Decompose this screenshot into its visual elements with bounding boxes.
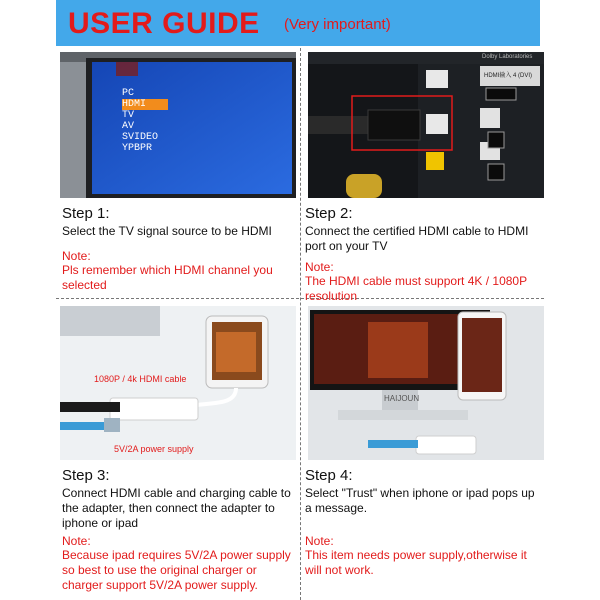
step-3-section — [62, 467, 298, 593]
tv-back-panel-photo — [308, 52, 544, 198]
step-3-body: Connect HDMI cable and charging cable to the adapter, then connect the adapter to iphone or ipad — [62, 486, 291, 530]
step-1-note: Pls remember which HDMI channel you selected — [62, 263, 273, 292]
step-4-section — [305, 467, 541, 578]
menu-item-tv: TV — [122, 110, 135, 121]
step-2-body: Connect the certified HDMI cable to HDMI port on your TV — [305, 224, 529, 253]
guide-subtitle: (Very important) — [284, 16, 391, 33]
step-4-note-label: Note: — [305, 534, 334, 548]
step-3-title: Step 3: — [62, 467, 110, 484]
vertical-divider — [300, 48, 301, 600]
step-1-note-label: Note: — [62, 249, 91, 263]
menu-item-hdmi: HDMI — [122, 99, 168, 110]
menu-item-pc: PC — [122, 88, 135, 99]
power-supply-label: 5V/2A power supply — [114, 444, 194, 454]
guide-title: USER GUIDE — [68, 7, 260, 40]
step-3-note: Because ipad requires 5V/2A power supply so best to use the original charger or charger support 5V/2A power supply. — [62, 548, 291, 592]
step-3-note-label: Note: — [62, 534, 91, 548]
tv-source-menu — [122, 88, 172, 154]
step-1-body: Select the TV signal source to be HDMI — [62, 224, 272, 238]
menu-item-svideo: SVIDEO — [122, 132, 159, 143]
monitor-illustration — [308, 306, 544, 460]
step-1-title: Step 1: — [62, 205, 110, 222]
step-4-note: This item needs power supply,otherwise it will not work. — [305, 548, 527, 577]
step-2-note-label: Note: — [305, 260, 334, 274]
step-2-note: The HDMI cable must support 4K / 1080P resolution — [305, 274, 527, 303]
step-4-body: Select "Trust" when iphone or ipad pops up a message. — [305, 486, 535, 515]
adapter-connection-photo — [60, 306, 296, 460]
brand-strip-label: Dolby Laboratories — [482, 54, 533, 60]
tv-source-photo — [60, 52, 296, 198]
guide-header — [56, 0, 540, 46]
menu-item-av: AV — [122, 121, 135, 132]
monitor-brand-label: HAIJOUN — [384, 394, 420, 403]
menu-item-ypbpr: YPBPR — [122, 143, 153, 154]
monitor-mirroring-photo — [308, 306, 544, 460]
step-4-title: Step 4: — [305, 467, 353, 484]
step-2-title: Step 2: — [305, 205, 353, 222]
hdmi-cable-label: 1080P / 4k HDMI cable — [94, 374, 187, 384]
step-2-section — [305, 205, 541, 304]
tv-screen-illustration — [60, 52, 296, 198]
step-1-section — [62, 205, 298, 293]
port-label-top: HDMI输入 4 (DVI) — [484, 73, 533, 79]
